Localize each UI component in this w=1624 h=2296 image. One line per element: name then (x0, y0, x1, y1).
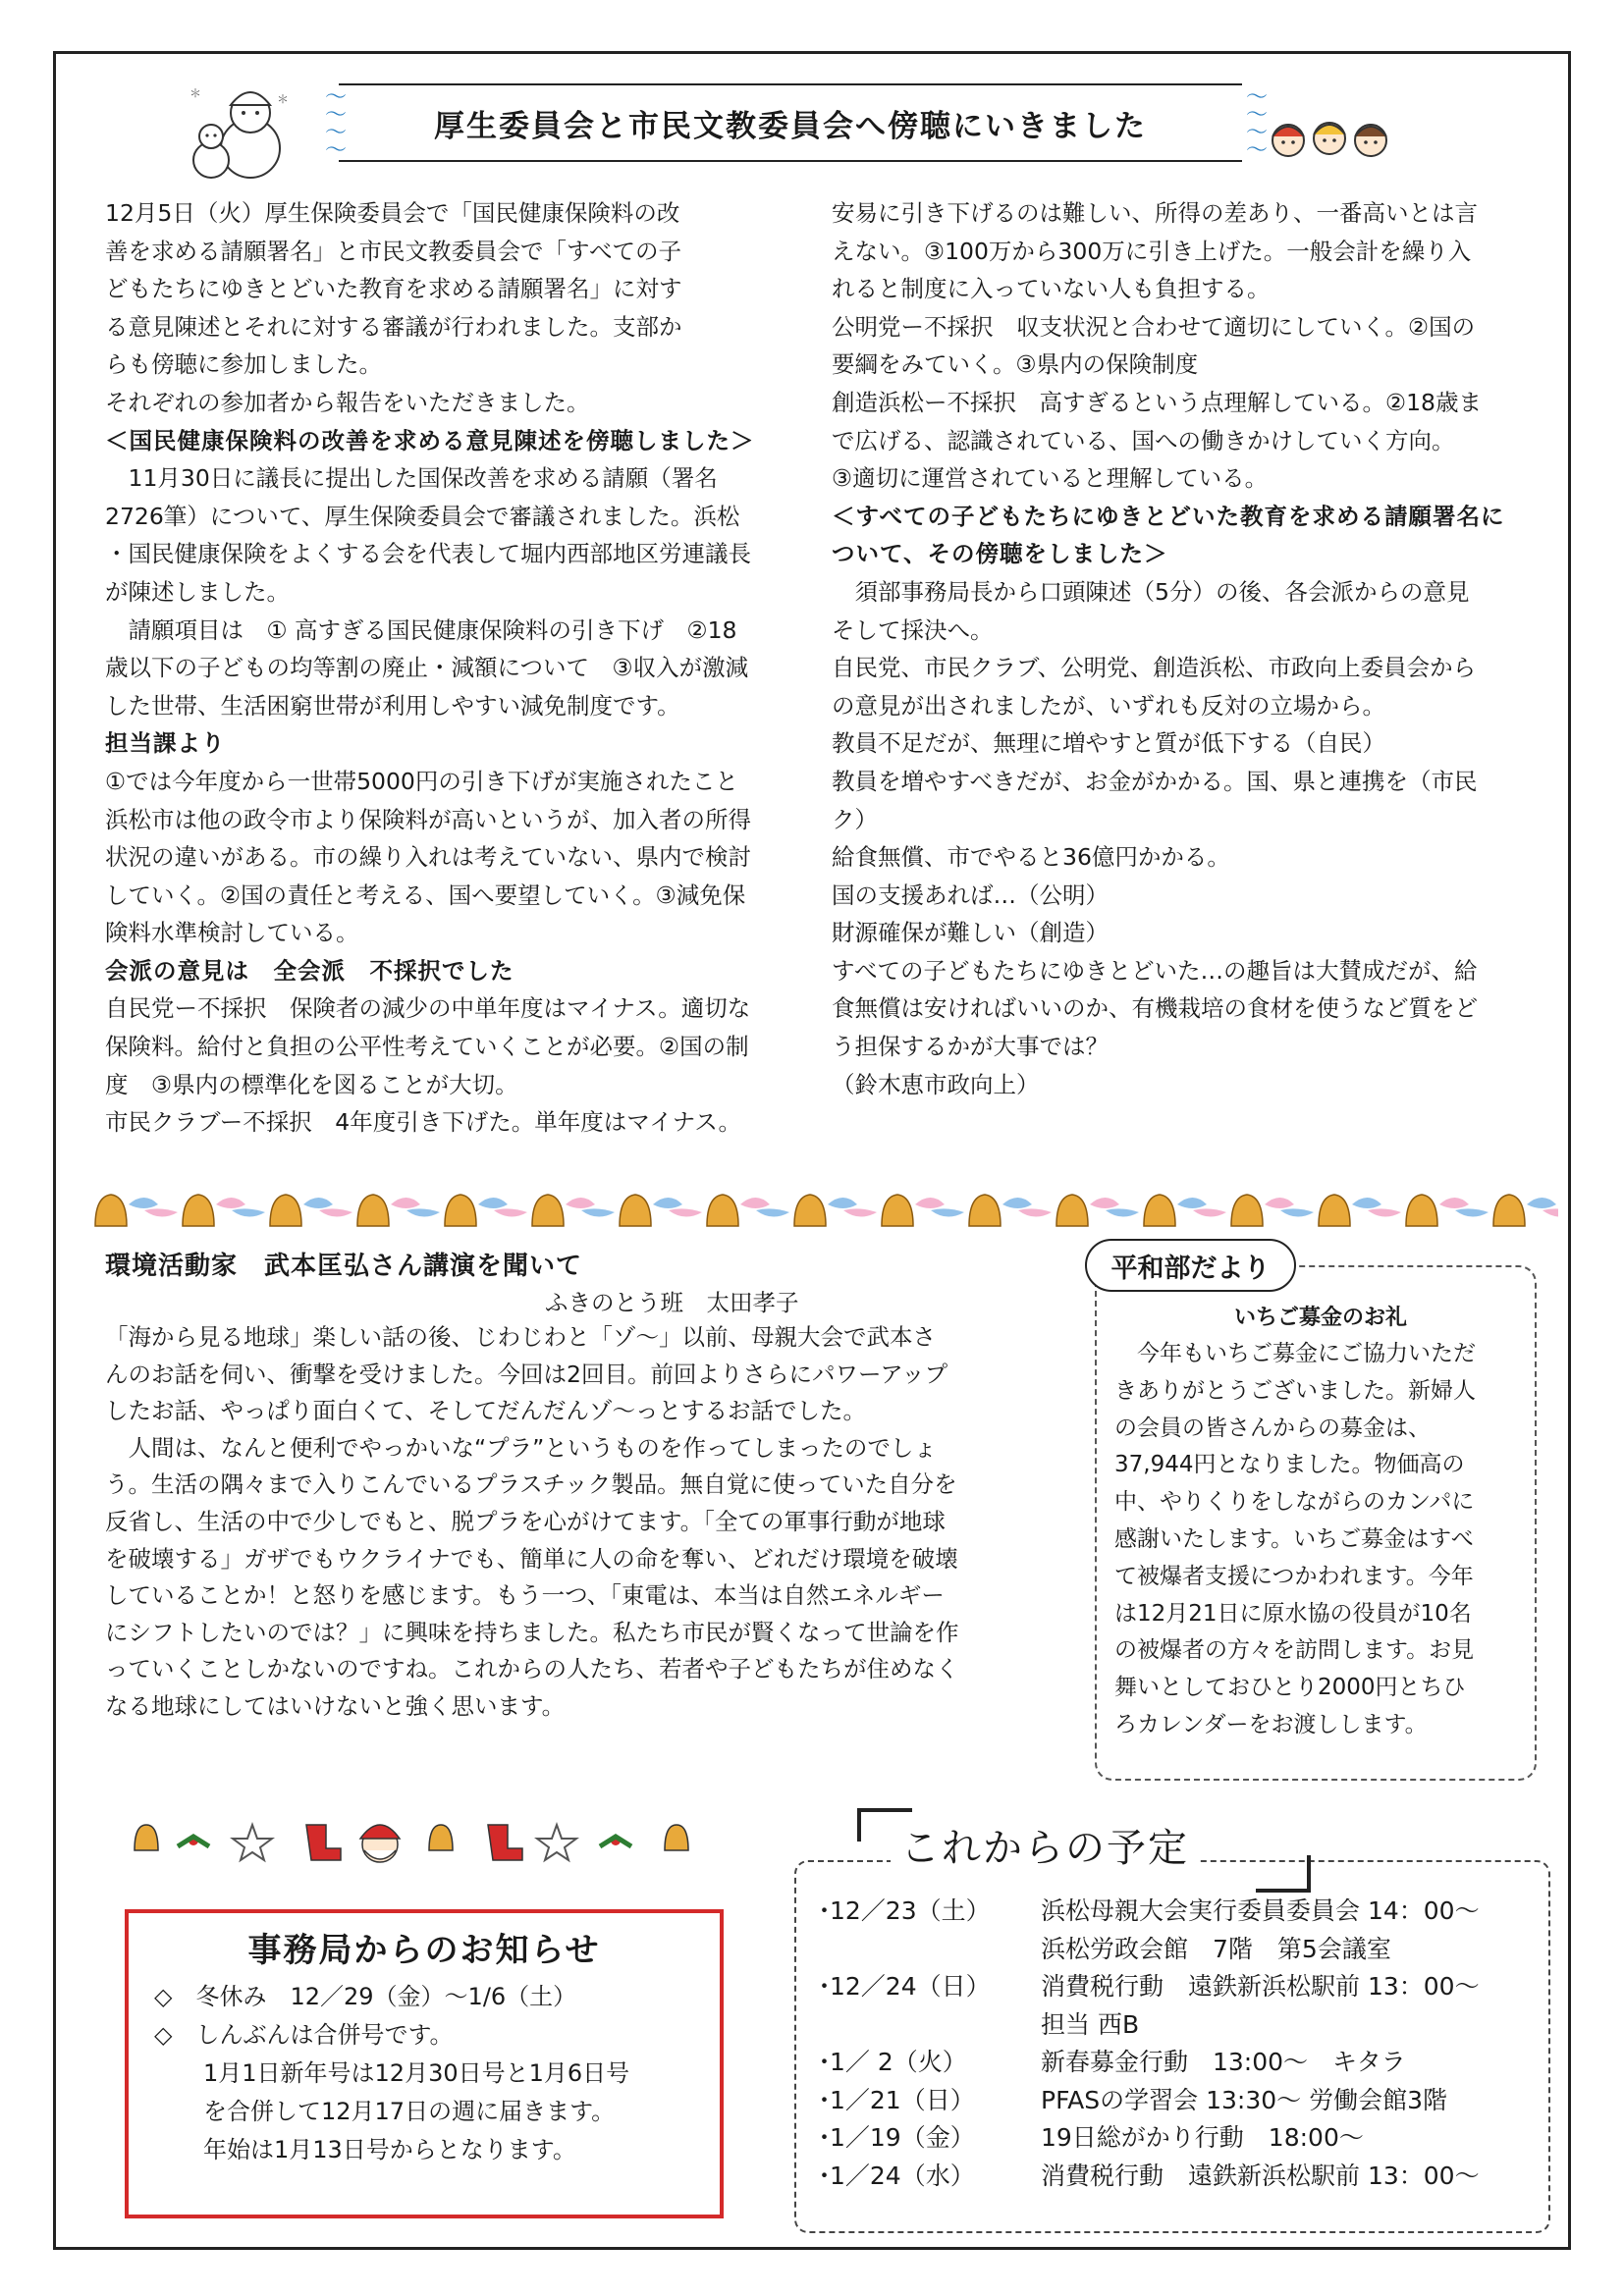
page-title: 厚生委員会と市民文教委員会へ傍聴にいきました (434, 108, 1147, 144)
bell-icon (445, 1195, 527, 1226)
article-line: 2726筆）について、厚生保険委員会で審議されました。浜松 (105, 502, 740, 530)
schedule-bullet (812, 2006, 830, 2045)
schedule-event: 浜松労政会館 7階 第5会議室 (1041, 1934, 1391, 1963)
article-line: ついて、その傍聴をしました＞ (832, 540, 1168, 568)
bell-icon (532, 1195, 615, 1226)
article-line: 12月5日（火）厚生保険委員会で「国民健康保険料の改 (105, 199, 680, 227)
heiwa-content (1114, 1301, 1527, 1744)
article-line: う担保するかが大事では？ (832, 1033, 1109, 1061)
schedule-row (812, 2119, 1543, 2158)
article-line: ・国民健康保険をよくする会を代表して堀内西部地区労連議長 (105, 540, 751, 568)
article-line: ＜国民健康保険料の改善を求める意見陳述を傍聴しました＞ (105, 426, 755, 454)
article-line: それぞれの参加者から報告をいただきました。 (105, 388, 590, 416)
schedule-title: これからの予定 (891, 1821, 1199, 1876)
lecture-line: したお話、やっぱり面白くて、そしてだんだんゾ～っとするお話でした。 (105, 1397, 867, 1425)
newsletter-page (53, 51, 1571, 2250)
star-icon (537, 1825, 576, 1860)
lecture-line: していることか！と怒りを感じます。もう一つ、「東電は、本当は自然エネルギー (105, 1581, 945, 1610)
article-line: 会派の意見は 全会派 不採択でした (105, 956, 514, 985)
newspaper-detail (154, 2055, 720, 2169)
article-line: ク） (832, 805, 878, 833)
snowman-icon (184, 83, 292, 182)
schedule-event: PFASの学習会 13:30～ 労働会館3階 (1041, 2085, 1447, 2114)
article-line: らも傍聴に参加しました。 (105, 350, 382, 379)
schedule-row (812, 2044, 1543, 2082)
schedule-bullet: ・ (812, 2161, 838, 2190)
schedule-date (830, 1931, 1041, 1969)
schedule-row (812, 2158, 1543, 2196)
schedule-row (812, 2082, 1543, 2120)
article-line: 給食無償、市でやると36億円かかる。 (832, 843, 1230, 872)
bell-icon (882, 1195, 964, 1226)
article-line: 険料水準検討している。 (105, 919, 359, 947)
schedule-date: 12／24（日） (830, 1972, 991, 2001)
heiwa-body (1114, 1336, 1527, 1744)
heiwa-line: 中、やりくりをしながらのカンパに (1114, 1489, 1475, 1516)
article-line: 教員を増やすべきだが、お金がかかる。国、県と連携を（市民 (832, 767, 1478, 795)
right-article-column (832, 194, 1558, 1103)
bell-icon (95, 1195, 178, 1226)
article-line: すべての子どもたちにゆきとどいた…の趣旨は大賛成だが、給 (832, 956, 1478, 985)
bell-icon (1319, 1195, 1401, 1226)
article-line: ①では今年度から一世帯5000円の引き下げが実施されたこと (105, 767, 738, 795)
schedule-row (812, 1931, 1543, 1969)
lecture-byline: ふきのとう班 太田孝子 (545, 1289, 799, 1316)
lecture-line: を破壊する」ガザでもウクライナでも、簡単に人の命を奪い、どれだけ環境を破壊 (105, 1544, 958, 1573)
schedule-date: 1／24（水） (830, 2161, 975, 2190)
article-line: 度 ③県内の標準化を図ることが大切。 (105, 1070, 518, 1098)
article-line: 担当課より (105, 729, 226, 758)
article-line: 須部事務局長から口頭陳述（5分）の後、各会派からの意見 (832, 577, 1470, 606)
bell-icon (1493, 1195, 1558, 1226)
article-line: 保険料。給付と負担の公平性考えていくことが必要。②国の制 (105, 1033, 749, 1061)
heiwa-line: て被爆者支援につかわれます。今年 (1114, 1563, 1474, 1589)
lecture-body (105, 1319, 1087, 1726)
heiwa-line: 37,944円となりました。物価高の (1114, 1452, 1465, 1478)
article-line: した世帯、生活困窮世帯が利用しやすい減免制度です。 (105, 691, 680, 720)
schedule-date: 1／ 2（火） (830, 2048, 967, 2076)
article-line: えない。③100万から300万に引き上げた。一般会計を繰り入 (832, 237, 1472, 265)
bell-ornament-icon (135, 1825, 158, 1850)
article-line: が陳述しました。 (105, 577, 290, 606)
santa-icon (360, 1825, 400, 1862)
schedule-date: 1／21（日） (830, 2085, 975, 2114)
article-line: 創造浜松ー不採択 高すぎるという点理解している。②18歳ま (832, 388, 1482, 416)
heiwa-line: の会員の皆さんからの募金は、 (1114, 1415, 1431, 1441)
article-line: る意見陳述とそれに対する審議が行われました。支部か (105, 312, 682, 341)
bell-icon (969, 1195, 1052, 1226)
article-line: 善を求める請願署名」と市民文教委員会で「すべての子 (105, 237, 682, 265)
bell-icon (1406, 1195, 1489, 1226)
winter-holiday-notice: 冬休み 12／29（金）～1/6（土） (195, 1983, 577, 2010)
article-line: （鈴木恵市政向上） (832, 1070, 1040, 1098)
heiwa-tab-label: 平和部だより (1085, 1239, 1296, 1292)
article-line: 食無償は安ければいいのか、有機栽培の食材を使うなど質をど (832, 994, 1478, 1023)
bell-ornament-icon (429, 1825, 453, 1850)
article-line: 自民党、市民クラブ、公明党、創造浜松、市政向上委員会から (832, 654, 1477, 682)
heiwa-line: 感謝いたします。いちご募金はすべ (1114, 1525, 1474, 1552)
star-icon (233, 1825, 272, 1860)
lecture-line: 人間は、なんと便利でやっかいな“プラ”というものを作ってしまったのでしょ (105, 1433, 937, 1462)
bell-icon (270, 1195, 352, 1226)
wave-decoration-right: 〜 〜 〜 〜 (1246, 85, 1269, 163)
lecture-line: 「海から見る地球」楽しい話の後、じわじわと「ゾ～」以前、母親大会で武本さ (105, 1323, 936, 1351)
schedule-date: 12／23（土） (830, 1896, 991, 1925)
article-line: そして採決へ。 (832, 615, 994, 644)
newspaper-detail-line: 1月1日新年号は12月30日号と1月6日号 (203, 2059, 630, 2087)
article-line: 請願項目は ① 高すぎる国民健康保険料の引き下げ ②18 (105, 615, 737, 644)
bell-icon (1056, 1195, 1139, 1226)
schedule-row (812, 2006, 1543, 2045)
article-line: 教員不足だが、無理に増やすと質が低下する（自民） (832, 729, 1385, 758)
article-line: どもたちにゆきとどいた教育を求める請願署名」に対す (105, 275, 682, 303)
heiwa-line: きありがとうございました。新婦人 (1114, 1377, 1476, 1404)
article-line: していく。②国の責任と考える、国へ要望していく。③減免保 (105, 881, 746, 909)
stocking-icon (306, 1825, 341, 1860)
diamond-bullet: ◇ (154, 2021, 173, 2049)
children-icon (1259, 111, 1406, 170)
heiwa-line: は12月21日に原水協の役員が10名 (1114, 1600, 1472, 1627)
bell-icon (620, 1195, 702, 1226)
bell-icon (794, 1195, 877, 1226)
article-line: で広げる、認識されている、国への働きかけしていく方向。 (832, 426, 1455, 454)
svg-text:＊: ＊ (277, 92, 290, 106)
schedule-row (812, 1968, 1543, 2006)
article-line: 国の支援あれば…（公明） (832, 881, 1109, 909)
article-line: 歳以下の子どもの均等割の廃止・減額について ③収入が激減 (105, 654, 749, 682)
heiwa-line: 舞いとしておひとり2000円とちひ (1114, 1675, 1466, 1701)
article-line: 市民クラブー不採択 4年度引き下げた。単年度はマイナス。 (105, 1108, 742, 1137)
schedule-bullet: ・ (812, 2123, 838, 2152)
bell-icon (707, 1195, 789, 1226)
newspaper-detail-line: 年始は1月13日号からとなります。 (203, 2136, 576, 2163)
newspaper-notice: しんぶんは合併号です。 (195, 2021, 454, 2049)
heiwa-line: の被爆者の方々を訪問します。お見 (1114, 1637, 1475, 1664)
bell-ornament-icon (665, 1825, 688, 1850)
bell-ribbon-border (85, 1183, 1558, 1242)
schedule-event: 消費税行動 遠鉄新浜松駅前 13：00～ (1041, 2161, 1480, 2190)
article-line: 要綱をみていく。③県内の保険制度 (832, 350, 1199, 379)
bell-icon (357, 1195, 440, 1226)
newspaper-detail-line: を合併して12月17日の週に届きます。 (203, 2098, 616, 2125)
article-line: の意見が出されましたが、いずれも反対の立場から。 (832, 691, 1385, 720)
lecture-line: なる地球にしてはいけないと強く思います。 (105, 1691, 566, 1720)
stocking-icon (488, 1825, 522, 1860)
schedule-date: 1／19（金） (830, 2123, 975, 2152)
left-article-column (105, 194, 837, 1142)
lecture-line: っていくことしかないのですね。これからの人たち、若者や子どもたちが住めなく (105, 1655, 959, 1683)
lecture-line: 反省し、生活の中で少しでもと、脱プラを心がけてます。「全ての軍事行動が地球 (105, 1507, 946, 1535)
schedule-bullet (812, 1931, 830, 1969)
article-line: 11月30日に議長に提出した国保改善を求める請願（署名 (105, 464, 718, 493)
heiwa-line: ろカレンダーをお渡しします。 (1114, 1711, 1428, 1737)
lecture-title: 環境活動家 武本匡弘さん講演を聞いて (105, 1252, 583, 1281)
bell-icon (1231, 1195, 1314, 1226)
heiwa-subtitle: いちご募金のお礼 (1233, 1306, 1407, 1330)
article-line: 財源確保が難しい（創造） (832, 919, 1109, 947)
schedule-bullet: ・ (812, 2048, 838, 2076)
schedule-event: 新春募金行動 13:00～ キタラ (1041, 2048, 1406, 2076)
schedule-event: 消費税行動 遠鉄新浜松駅前 13：00～ (1041, 1972, 1480, 2001)
lecture-line: にシフトしたいのでは？」に興味を持ちました。私たち市民が賢くなって世論を作 (105, 1618, 959, 1646)
schedule-event: 19日総がかり行動 18:00～ (1041, 2123, 1364, 2152)
article-line: 状況の違いがある。市の繰り入れは考えていない、県内で検討 (105, 843, 751, 872)
article-line: 公明党ー不採択 収支状況と合わせて適切にしていく。②国の (832, 312, 1476, 341)
schedule-bullet: ・ (812, 1972, 838, 2001)
article-line: 浜松市は他の政令市より保険料が高いというが、加入者の所得 (105, 805, 751, 833)
schedule-date (830, 2006, 1041, 2045)
christmas-ornament-row (115, 1811, 763, 1870)
bell-icon (183, 1195, 265, 1226)
schedule-bullet: ・ (812, 2085, 838, 2114)
schedule-list (812, 1893, 1543, 2195)
schedule-bullet: ・ (812, 1896, 838, 1925)
wave-decoration-left: 〜 〜 〜 〜 (325, 85, 348, 163)
schedule-event: 担当 西B (1041, 2009, 1140, 2039)
schedule-row (812, 1893, 1543, 1931)
article-line: 自民党ー不採択 保険者の減少の中単年度はマイナス。適切な (105, 994, 751, 1023)
office-notice-box (125, 1909, 724, 2218)
bell-icon (1144, 1195, 1226, 1226)
header-title-box (325, 83, 1269, 163)
article-line: れると制度に入っていない人も負担する。 (832, 275, 1271, 303)
office-notice-title: 事務局からのお知らせ (247, 1931, 601, 1970)
article-line: 安易に引き下げるのは難しい、所得の差あり、一番高いとは言 (832, 199, 1478, 227)
diamond-bullet: ◇ (154, 1983, 173, 2010)
heiwa-line: 今年もいちご募金にご協力いただ (1114, 1341, 1476, 1366)
lecture-section (105, 1247, 1087, 1726)
schedule-event: 浜松母親大会実行委員委員会 14：00～ (1041, 1896, 1480, 1925)
svg-text:＊: ＊ (189, 86, 202, 100)
article-line: ＜すべての子どもたちにゆきとどいた教育を求める請願署名に (832, 502, 1505, 530)
lecture-line: んのお話を伺い、衝撃を受けました。今回は2回目。前回よりさらにパワーアップ (105, 1360, 948, 1388)
holly-icon (178, 1836, 209, 1846)
holly-icon (600, 1836, 631, 1846)
article-line: ③適切に運営されていると理解している。 (832, 464, 1269, 493)
lecture-line: う。生活の隅々まで入りこんでいるプラスチック製品。無自覚に使っていた自分を (105, 1470, 957, 1499)
